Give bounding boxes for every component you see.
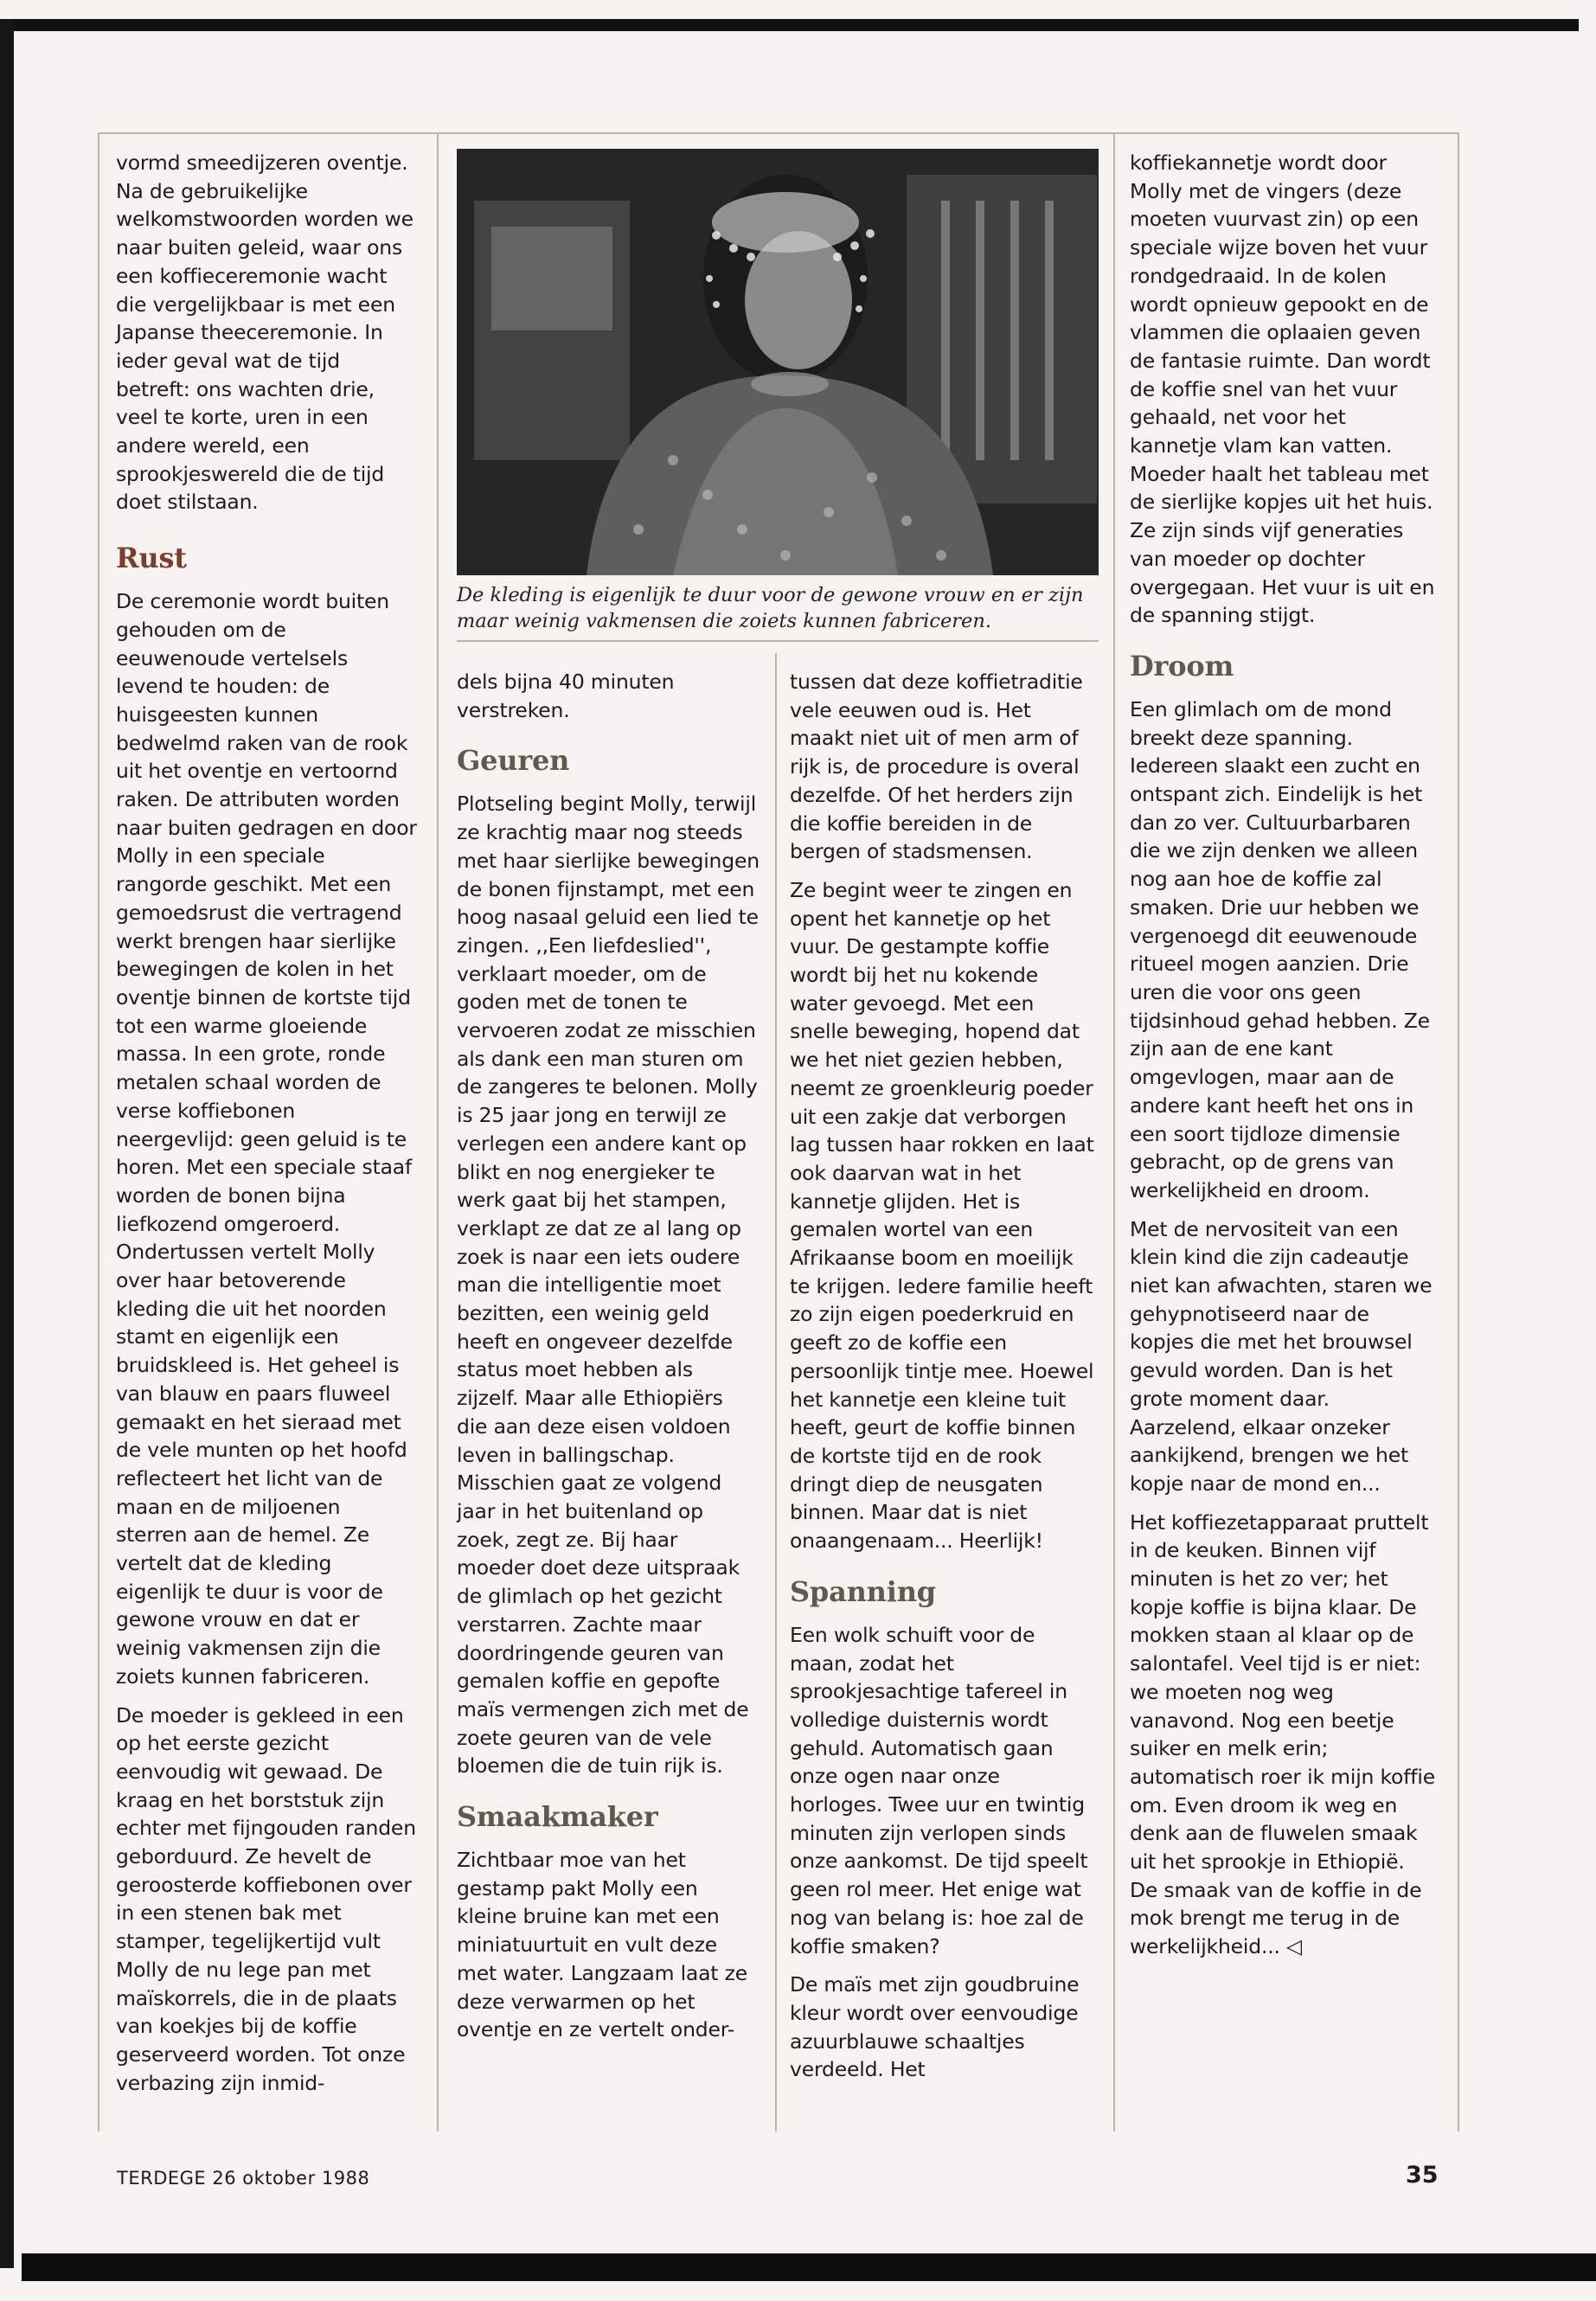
section-heading: Geuren: [457, 744, 570, 778]
column-divider-3: [1113, 132, 1115, 2131]
section-heading: Spanning: [790, 1574, 936, 1608]
frame-left-line: [98, 132, 99, 2131]
paragraph: Zichtbaar moe van het gestamp pakt Molly een kleine bruine kan met een miniatuurtuit en vult deze met water. Langzaam laat ze deze verwarmen op het oventje en ze vertelt onder-: [457, 1848, 747, 2042]
scan-border-left: [0, 19, 14, 2268]
text-column-2: [457, 668, 760, 2054]
scan-border-bottom: [22, 2253, 1596, 2281]
frame-top-line: [98, 132, 1458, 134]
text-column-3: [790, 668, 1098, 2094]
paragraph: Ze begint weer te zingen en opent het kannetje op het vuur. De gestampte koffie wordt bij het nu kokende water gevoegd. Met een snelle beweging, hopend dat we het niet gezien hebben, neemt ze groenkleurig poeder uit een zakje dat verborgen lag tussen haar rokken en laat ook daarvan wat in het kannetje glijden. Het is gemalen wortel van een Afrikaanse boom en moeilijk te krijgen. Iedere familie heeft zo zijn eigen poederkruid en geeft zo de koffie een persoonlijk tintje mee. Hoewel het kannetje een kleine tuit heeft, geurt de koffie binnen de kortste tijd en de rook dringt diep de neusgaten binnen. Maar dat is niet onaangenaam... Heerlijk!: [790, 877, 1094, 1554]
paragraph: Plotseling begint Molly, terwijl ze krachtig maar nog steeds met haar sierlijke bewegingen de bonen fijnstampt, met een hoog nasaal geluid een lied te zingen. ,,Een liefdeslied'', verklaart moeder, om de goden met de tonen te vervoeren zodat ze misschien als dank een man sturen om de zangeres te belonen. Molly is 25 jaar jong en terwijl ze verlegen een andere kant op blikt en nog energieker te werk gaat bij het stampen, verklapt ze dat ze al lang op zoek is naar een iets oudere man die intelligentie moet bezitten, een weinig geld heeft en ongeveer dezelfde status moet hebben als zijzelf. Maar alle Ethiopiërs die aan deze eisen voldoen leven in ballingschap. Misschien gaat ze volgend jaar in het buitenland op zoek, zegt ze. Bij haar moeder doet deze uitspraak de glimlach op het gezicht verstarren. Zachte maar doordringende geuren van gemalen koffie en gepofte maïs vermengen zich met de zoete geuren van de vele bloemen die de tuin rijk is.: [457, 792, 760, 1779]
article-photo: [457, 149, 1099, 575]
frame-right-line: [1458, 132, 1459, 2131]
paragraph: Een glimlach om de mond breekt deze spanning. Iedereen slaakt een zucht en ontspant zich. Eindelijk is het dan zo ver. Cultuurbarbaren die we zijn denken we alleen nog aan hoe de koffie zal smaken. Drie uur hebben we vergenoegd dit eeuwenoude ritueel mogen aanzien. Drie uren die voor ons geen tijdsinhoud gehad hebben. Ze zijn aan de ene kant omgevlogen, maar aan de andere kant heeft het ons in een soort tijdloze dimensie gebracht, op de grens van werkelijkheid en droom.: [1130, 696, 1430, 1202]
section-heading: Rust: [116, 542, 187, 575]
section-heading: Droom: [1130, 649, 1234, 683]
column-divider-2: [775, 653, 777, 2131]
paragraph: Het koffiezetapparaat pruttelt in de keuken. Binnen vijf minuten is het zo ver; het kopje koffie is bijna klaar. De mokken staan al klaar op de salontafel. Veel tijd is er niet: we moeten nog weg vanavond. Nog een beetje suiker en melk erin; automatisch roer ik mijn koffie om. Even droom ik weg en denk aan de fluwelen smaak uit het sprookje in Ethiopië. De smaak van de koffie in de mok brengt me terug in de werkelijkheid... ◁: [1130, 1509, 1435, 1959]
text-column-4: [1130, 149, 1439, 1971]
page-number: 35: [1406, 2162, 1439, 2189]
paragraph: tussen dat deze koffietraditie vele eeuwen oud is. Het maakt niet uit of men arm of rijk is, de procedure is overal dezelfde. Of het herders zijn die koffie bereiden in de bergen of stadsmensen.: [790, 670, 1083, 864]
photo-woman-illustration: [457, 149, 1099, 575]
photo-caption: De kleding is eigenlijk te duur voor de gewone vrouw en er zijn maar weinig vakmensen die zoiets kunnen fabriceren.: [457, 584, 1084, 632]
paragraph: Een wolk schuift voor de maan, zodat het sprookjesachtige tafereel in volledige duisternis wordt gehuld. Automatisch gaan onze ogen naar onze horloges. Twee uur en twintig minuten zijn verlopen sinds onze aankomst. De tijd speelt geen rol meer. Het enige wat nog van belang is: hoe zal de koffie smaken?: [790, 1622, 1088, 1958]
paragraph: koffiekannetje wordt door Molly met de vingers (deze moeten vuurvast zin) op een speciale wijze boven het vuur rondgedraaid. In de kolen wordt opnieuw gepookt en de vlammen die oplaaien geven de fantasie ruimte. Dan wordt de koffie snel van het vuur gehaald, net voor het kannetje vlam kan vatten. Moeder haalt het tableau met de sierlijke kopjes uit het huis. Ze zijn sinds vijf generaties van moeder op dochter overgegaan. Het vuur is uit en de spanning stijgt.: [1130, 151, 1435, 628]
caption-rule: [457, 640, 1099, 642]
paragraph: vormd smeedijzeren oventje. Na de gebruikelijke welkomstwoorden worden we naar buiten geleid, waar ons een koffieceremonie wacht die vergelijkbaar is met een Japanse theeceremonie. In ieder geval wat de tijd betreft: ons wachten drie, veel te korte, uren in een andere wereld, een sprookjeswereld die de tijd doet stilstaan.: [116, 151, 413, 515]
scan-border-top: [0, 19, 1579, 31]
paragraph: De ceremonie wordt buiten gehouden om de eeuwenoude vertelsels levend te houden: de huisgeesten kunnen bedwelmd raken van de rook uit het oventje en vertoornd raken. De attributen worden naar buiten gedragen en door Molly in een speciale rangorde geschikt. Met een gemoedsrust die vertragend werkt brengen haar sierlijke bewegingen de kolen in het oventje binnen de kortste tijd tot een warme gloeiende massa. In een grote, ronde metalen schaal worden de verse koffiebonen neergevlijd: geen geluid is te horen. Met een speciale staaf worden de bonen bijna liefkozend omgeroerd. Ondertussen vertelt Molly over haar betoverende kleding die uit het noorden stamt en eigenlijk een bruidskleed is. Het geheel is van blauw en paars fluweel gemaakt en het sieraad met de vele munten op het hoofd reflecteert het licht van de maan en de miljoenen sterren aan de hemel. Ze vertelt dat de kleding eigenlijk te duur is voor de gewone vrouw en dat er weinig vakmensen zijn die zoiets kunnen fabriceren.: [116, 589, 417, 1689]
text-column-1: [116, 149, 417, 2107]
section-heading: Smaakmaker: [457, 1800, 658, 1834]
paragraph: dels bijna 40 minuten verstreken.: [457, 670, 675, 722]
paragraph: De maïs met zijn goudbruine kleur wordt over eenvoudige azuurblauwe schaaltjes verdeeld. Het: [790, 1972, 1080, 2082]
paragraph: De moeder is gekleed in een op het eerste gezicht eenvoudig wit gewaad. De kraag en het borststuk zijn echter met fijngouden randen geborduurd. Ze hevelt de geroosterde koffiebonen over in een stenen bak met stamper, tegelijkertijd vult Molly de nu lege pan met maïskorrels, die in de plaats van koekjes bij de koffie geserveerd worden. Tot onze verbazing zijn inmid-: [116, 1702, 416, 2095]
publication-footer: TERDEGE 26 oktober 1988: [117, 2168, 370, 2189]
column-divider-1: [437, 132, 439, 2131]
paragraph: Met de nervositeit van een klein kind die zijn cadeautje niet kan afwachten, staren we gehypnotiseerd naar de kopjes die met het brouwsel gevuld worden. Dan is het grote moment daar. Aarzelend, elkaar onzeker aankijkend, brengen we het kopje naar de mond en...: [1130, 1216, 1433, 1496]
bleed-through-text: [52, 87, 1574, 121]
